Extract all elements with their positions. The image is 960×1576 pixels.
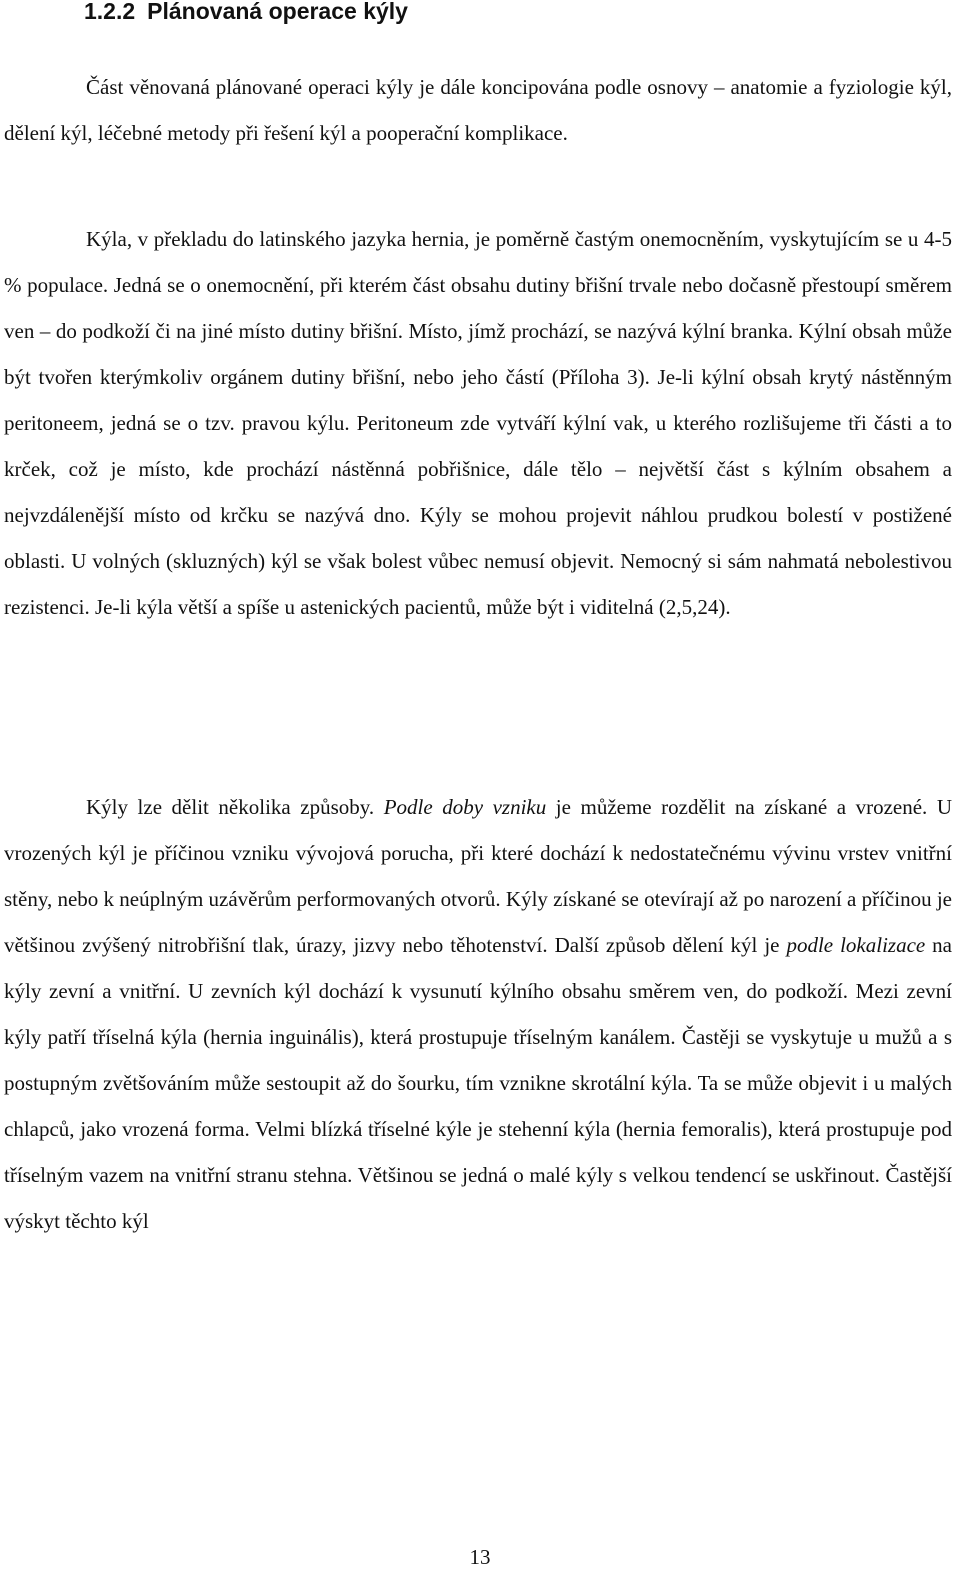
section-heading [84,0,408,28]
page-number: 13 [469,1545,491,1569]
classification-text-part2: je můžeme rozdělit na získané a vrozené. U vrozených kýl je příčinou vzniku vývojová porucha, při které dochází k nedostatečnému vývinu vrstev vnitřní stěny, nebo k neúplným uzávěrům performovaných otvorů. Kýly získané se otevírají až po narození a příčinou je většinou zvýšený nitrobřišní tlak, úrazy, jizvy nebo těhotenství. Další způsob dělení kýl je [4,795,952,957]
paragraph-outline [4,64,952,156]
paragraph-hernia-classification [4,784,952,1244]
classification-italic-by-location: podle lokalizace [786,933,926,957]
paragraph-outline-text: Část věnovaná plánované operaci kýly je dále koncipována podle osnovy – anatomie a fyziologie kýl, dělení kýl, léčebné metody při řešení kýl a pooperační komplikace. [4,75,952,145]
classification-text-part3: na kýly zevní a vnitřní. U zevních kýl dochází k vysunutí kýlního obsahu směrem ven, do podkoží. Mezi zevní kýly patří tříselná kýla (hernia inguinális), která prostupuje tříselným kanálem. Častěji se vyskytuje u mužů a s postupným zvětšováním může sestoupit až do šourku, tím vznikne skrotální kýla. Ta se může objevit i u malých chlapců, jako vrozená forma. Velmi blízká tříselné kýle je stehenní kýla (hernia femoralis), která prostupuje pod tříselným vazem na vnitřní stranu stehna. Většinou se jedná o malé kýly s velkou tendencí se uskřinout. Častější výskyt těchto kýl [4,933,952,1233]
classification-text-part1: Kýly lze dělit několika způsoby. [86,795,384,819]
classification-italic-by-origin: Podle doby vzniku [383,795,547,819]
section-number: 1.2.2 [84,0,136,24]
section-title: Plánovaná operace kýly [147,0,408,24]
paragraph-hernia-definition [4,216,952,630]
paragraph-hernia-definition-text: Kýla, v překladu do latinského jazyka hernia, je poměrně častým onemocněním, vyskytujícím se u 4-5 % populace. Jedná se o onemocnění, při kterém část obsahu dutiny břišní trvale nebo dočasně přestoupí směrem ven – do podkoží či na jiné místo dutiny břišní. Místo, jímž prochází, se nazývá kýlní branka. Kýlní obsah může být tvořen kterýmkoliv orgánem dutiny břišní, nebo jeho částí (Příloha 3). Je-li kýlní obsah krytý nástěnným peritoneem, jedná se o tzv. pravou kýlu. Peritoneum zde vytváří kýlní vak, u kterého rozlišujeme tři části a to krček, což je místo, kde prochází nástěnná pobřišnice, dále tělo – největší část s kýlním obsahem a nejvzdálenější místo od krčku se nazývá dno. Kýly se mohou projevit náhlou prudkou bolestí v postižené oblasti. U volných (skluzných) kýl se však bolest vůbec nemusí objevit. Nemocný si sám nahmatá nebolestivou rezistenci. Je-li kýla větší a spíše u astenických pacientů, může být i viditelná (2,5,24). [4,227,952,619]
